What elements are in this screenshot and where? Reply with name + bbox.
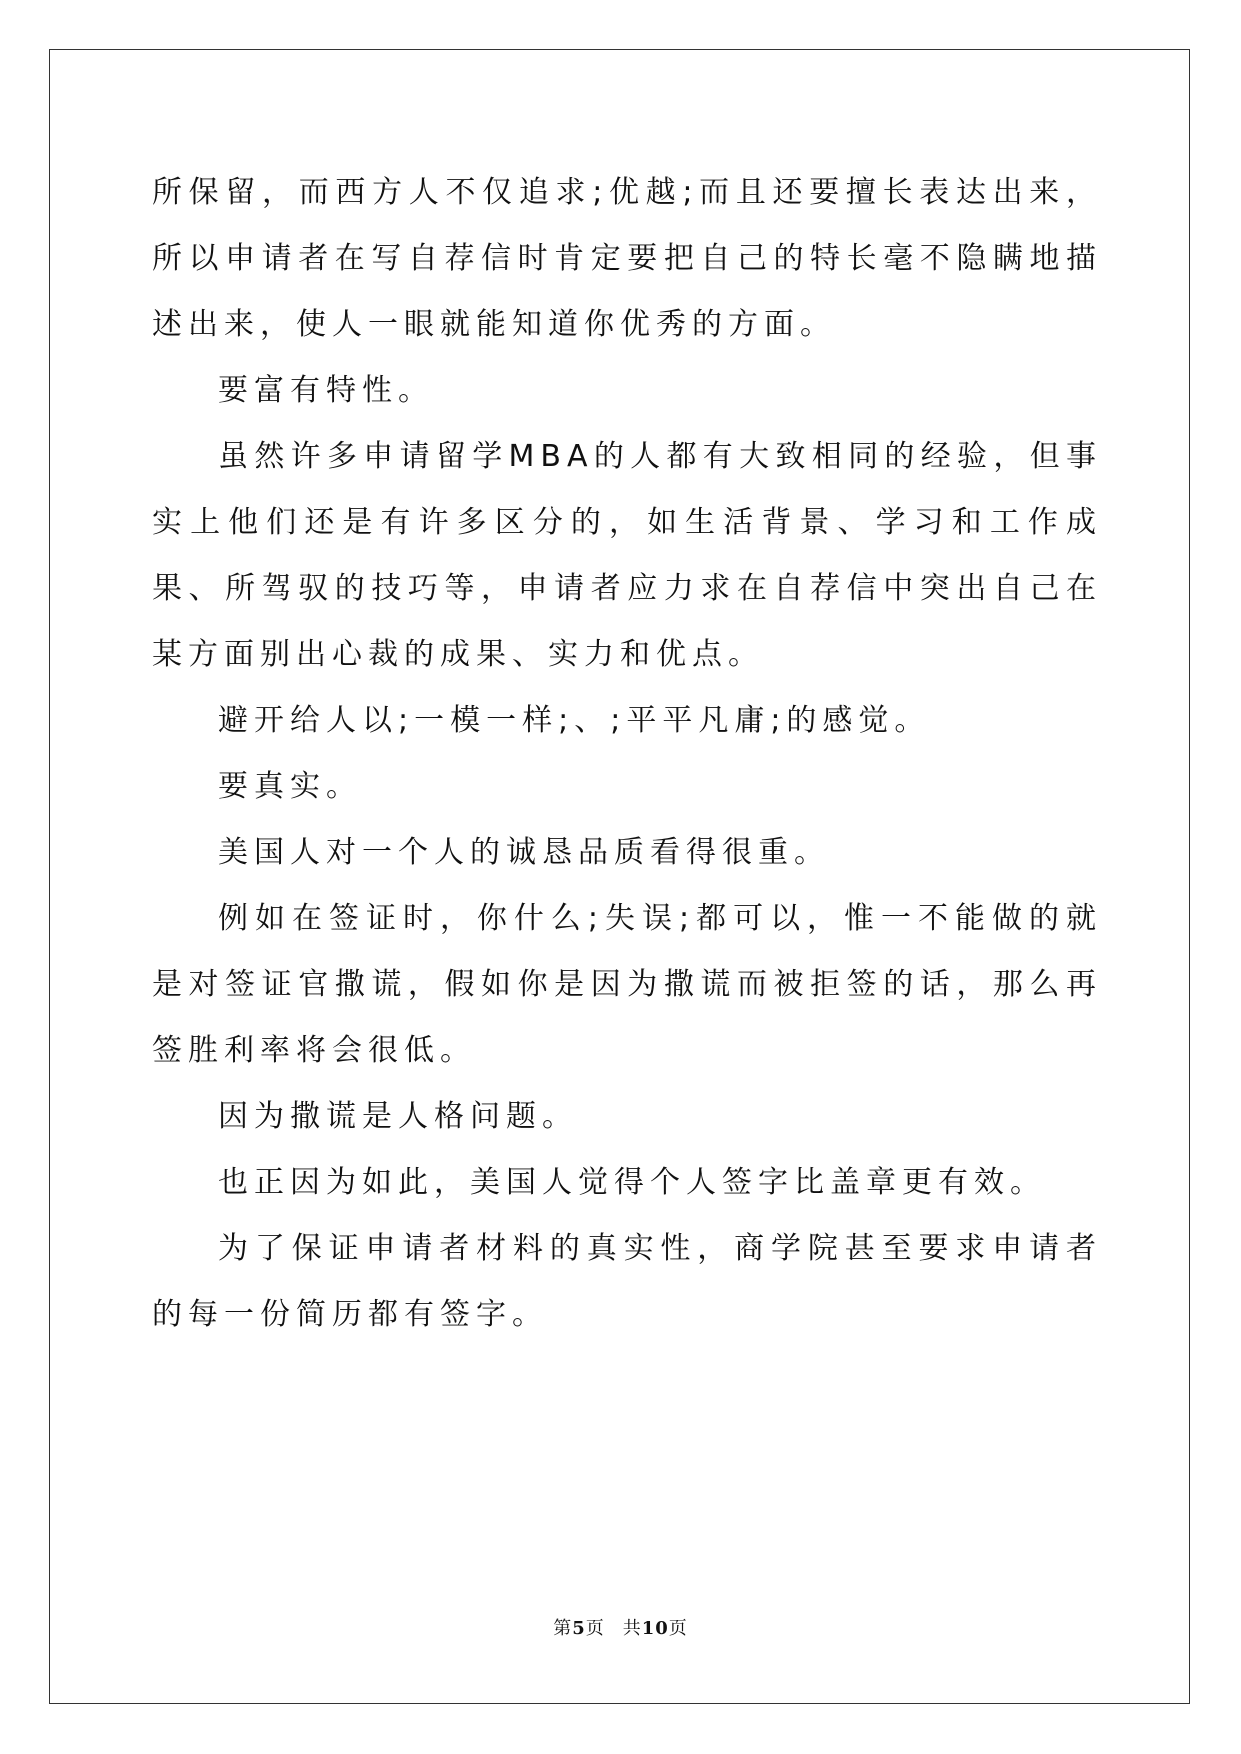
total-pages: 10 xyxy=(641,1618,669,1639)
total-prefix: 共 xyxy=(622,1618,642,1639)
page-number: 5 xyxy=(572,1618,586,1639)
paragraph-2: 要富有特性。 xyxy=(218,373,434,408)
page-suffix: 页 xyxy=(585,1618,605,1639)
page-footer xyxy=(0,1614,1241,1640)
paragraph-1: 所保留，而西方人不仅追求;优越;而且还要擅长表达出来，所以申请者在写自荐信时肯定要把自己的特长毫不隐瞒地描述出来，使人一眼就能知道你优秀的方面。 xyxy=(152,175,1102,342)
paragraph-7: 例如在签证时，你什么;失误;都可以，惟一不能做的就是对签证官撒谎，假如你是因为撒谎而被拒签的话，那么再签胜利率将会很低。 xyxy=(152,901,1102,1068)
page-prefix: 第 xyxy=(553,1618,573,1639)
paragraph-3: 虽然许多申请留学MBA的人都有大致相同的经验，但事实上他们还是有许多区分的，如生活背景、学习和工作成果、所驾驭的技巧等，申请者应力求在自荐信中突出自己在某方面别出心裁的成果、实力和优点。 xyxy=(152,439,1102,672)
total-suffix: 页 xyxy=(668,1618,688,1639)
paragraph-9: 也正因为如此，美国人觉得个人签字比盖章更有效。 xyxy=(218,1165,1046,1200)
paragraph-6: 美国人对一个人的诚恳品质看得很重。 xyxy=(218,835,830,870)
paragraph-10: 为了保证申请者材料的真实性，商学院甚至要求申请者的每一份简历都有签字。 xyxy=(152,1231,1102,1332)
document-body xyxy=(152,160,1102,1348)
paragraph-5: 要真实。 xyxy=(218,769,362,804)
paragraph-4: 避开给人以;一模一样;、;平平凡庸;的感觉。 xyxy=(218,703,931,738)
paragraph-8: 因为撒谎是人格问题。 xyxy=(218,1099,578,1134)
